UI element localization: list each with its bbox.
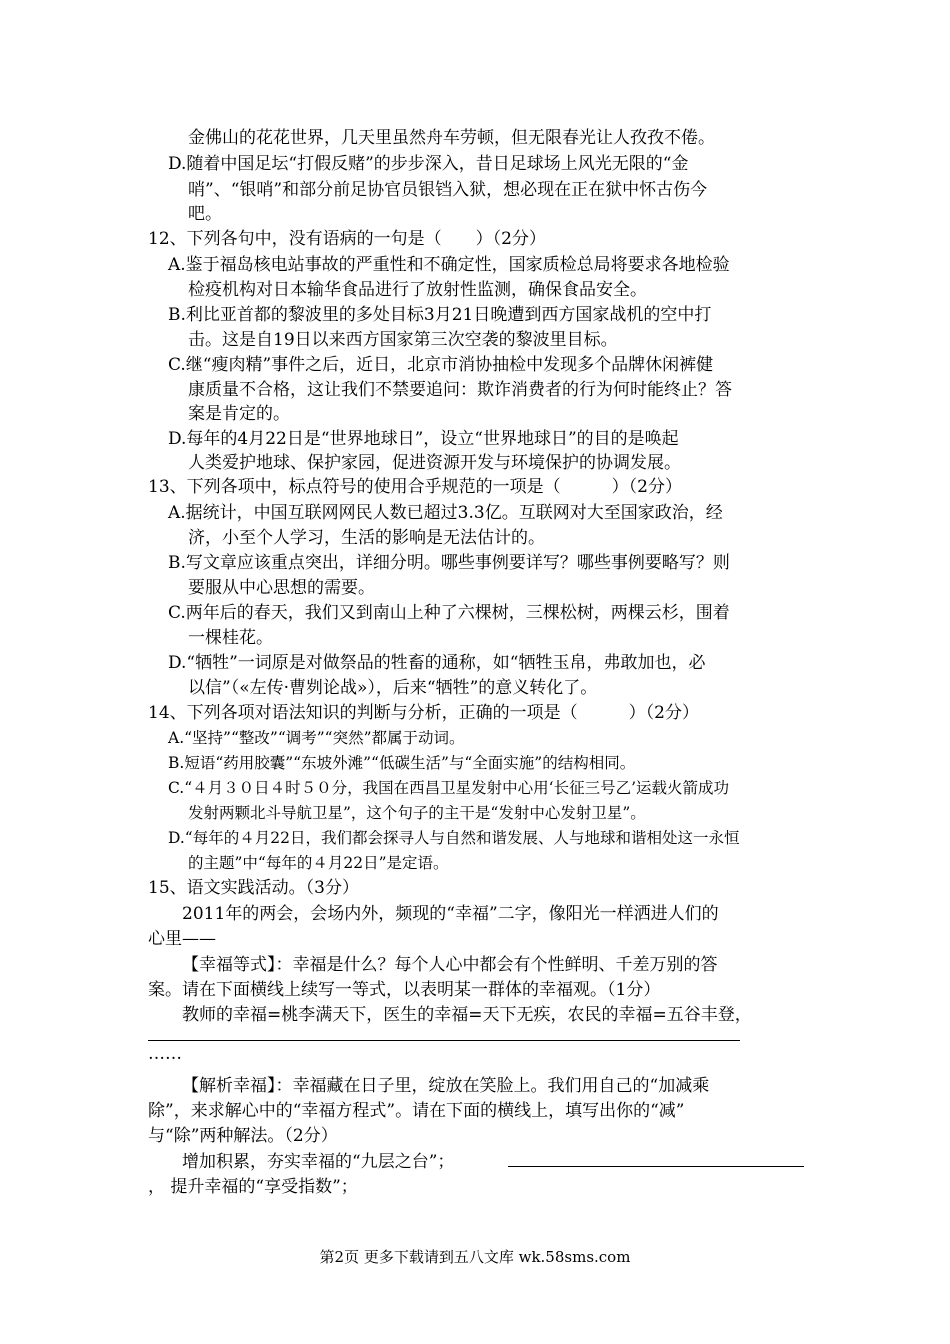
q12-option-d-line1: D.每年的4月22日是“世界地球日”，设立“世界地球日”的目的是唤起: [168, 429, 679, 449]
q15-analysis-prompt-line2: 除”，来求解心中的“幸福方程式”。请在下面的横线上，填写出你的“减”: [148, 1101, 685, 1121]
q13-option-c-line1: C.两年后的春天，我们又到南山上种了六棵树，三棵松树，两棵云杉，围着: [168, 603, 730, 623]
q15-analysis-prompt-line3: 与“除”两种解法。（2分）: [148, 1126, 338, 1146]
q12-option-d-line2: 人类爱护地球、保护家园，促进资源开发与环境保护的协调发展。: [188, 453, 681, 473]
q13-option-a-line2: 济，小至个人学习，生活的影响是无法估计的。: [188, 528, 545, 548]
q15-addition-line: 增加积累，夯实幸福的“九层之台”；: [182, 1152, 455, 1172]
q12-option-b-line1: B.利比亚首都的黎波里的多处目标3月21日晚遭到西方国家战机的空中打: [168, 305, 712, 325]
q13-option-b-line2: 要服从中心思想的需要。: [188, 578, 375, 598]
q11-option-c-continuation: 金佛山的花花世界，几天里虽然舟车劳顿，但无限春光让人孜孜不倦。: [188, 128, 715, 148]
q15-equation-prompt-line2: 案。请在下面横线上续写一等式，以表明某一群体的幸福观。（1分）: [148, 980, 661, 1000]
q13-option-a-line1: A.据统计，中国互联网网民人数已超过3.3亿。互联网对大至国家政治，经: [168, 503, 723, 523]
q15-equation-prompt-line1: 【幸福等式】：幸福是什么？每个人心中都会有个性鲜明、千差万别的答: [182, 955, 718, 975]
q15-intro-line1: 2011年的两会，会场内外，频现的“幸福”二字，像阳光一样洒进人们的: [182, 904, 719, 924]
q12-option-c-line1: C.继“瘦肉精”事件之后，近日，北京市消协抽检中发现多个品牌休闲裤健: [168, 355, 714, 375]
q14-option-d-line1: D.“每年的４月22日，我们都会探寻人与自然和谐发展、人与地球和谐相处这一永恒: [168, 829, 740, 847]
q13-option-d-line1: D.“牺牲”一词原是对做祭品的牲畜的通称，如“牺牲玉帛，弗敢加也，必: [168, 653, 706, 673]
q15-intro-line2: 心里——: [148, 929, 216, 949]
q13-option-d-line2: 以信”（«左传·曹刿论战»），后来“牺牲”的意义转化了。: [188, 678, 598, 698]
q12-option-c-line2: 康质量不合格，这让我们不禁要追问：欺诈消费者的行为何时能终止？答: [188, 380, 732, 400]
q13-option-c-line2: 一棵桂花。: [188, 628, 273, 648]
q12-stem: 12、下列各句中，没有语病的一句是（ ）（2分）: [148, 229, 546, 249]
q11-option-d-line2: 哨”、“银哨”和部分前足协官员银铛入狱，想必现在正在狱中怀古伤今: [188, 180, 708, 200]
q15-equation-example: 教师的幸福=桃李满天下，医生的幸福=天下无疾，农民的幸福=五谷丰登，: [182, 1005, 752, 1025]
q14-option-c-line2: 发射两颗北斗导航卫星”，这个句子的主干是“发射中心发射卫星”。: [188, 804, 646, 822]
q13-option-b-line1: B.写文章应该重点突出，详细分明。哪些事例要详写？哪些事例要略写？则: [168, 553, 730, 573]
q13-stem: 13、下列各项中，标点符号的使用合乎规范的一项是（ ）（2分）: [148, 477, 682, 497]
q14-option-c-line1: C.“４月３０日４时５０分，我国在西昌卫星发射中心用‘长征三号乙’运载火箭成功: [168, 779, 730, 797]
q15-analysis-prompt-line1: 【解析幸福】：幸福藏在日子里，绽放在笑脸上。我们用自己的“加减乘: [182, 1076, 710, 1096]
q12-option-a-line2: 检疫机构对日本输华食品进行了放射性监测，确保食品安全。: [188, 280, 647, 300]
q12-option-a-line1: A.鉴于福岛核电站事故的严重性和不确定性，国家质检总局将要求各地检验: [168, 255, 730, 275]
q14-option-d-line2: 的主题”中“每年的４月22日”是定语。: [188, 854, 449, 872]
q12-option-b-line2: 击。这是自19日以来西方国家第三次空袭的黎波里目标。: [188, 330, 618, 350]
q11-option-d-line3: 吧。: [188, 204, 222, 224]
q15-multiplication-line: ， 提升幸福的“享受指数”；: [148, 1177, 358, 1197]
answer-line-subtraction[interactable]: [508, 1166, 804, 1167]
q15-ellipsis: ……: [148, 1044, 182, 1064]
q14-stem: 14、下列各项对语法知识的判断与分析，正确的一项是（ ）（2分）: [148, 703, 699, 723]
q14-option-a: A.“坚持”“整改”“调考”“突然”都属于动词。: [168, 729, 465, 747]
q11-option-d-line1: D.随着中国足坛“打假反赌”的步步深入，昔日足球场上风光无限的“金: [168, 154, 689, 174]
page-footer: 第2页 更多下载请到五八文库 wk.58sms.com: [319, 1248, 631, 1266]
q14-option-b: B.短语“药用胶囊”“东坡外滩”“低碳生活”与“全面实施”的结构相同。: [168, 754, 636, 772]
q12-option-c-line3: 案是肯定的。: [188, 404, 290, 424]
answer-line-equation[interactable]: [148, 1040, 740, 1041]
q15-stem: 15、语文实践活动。（3分）: [148, 878, 359, 898]
